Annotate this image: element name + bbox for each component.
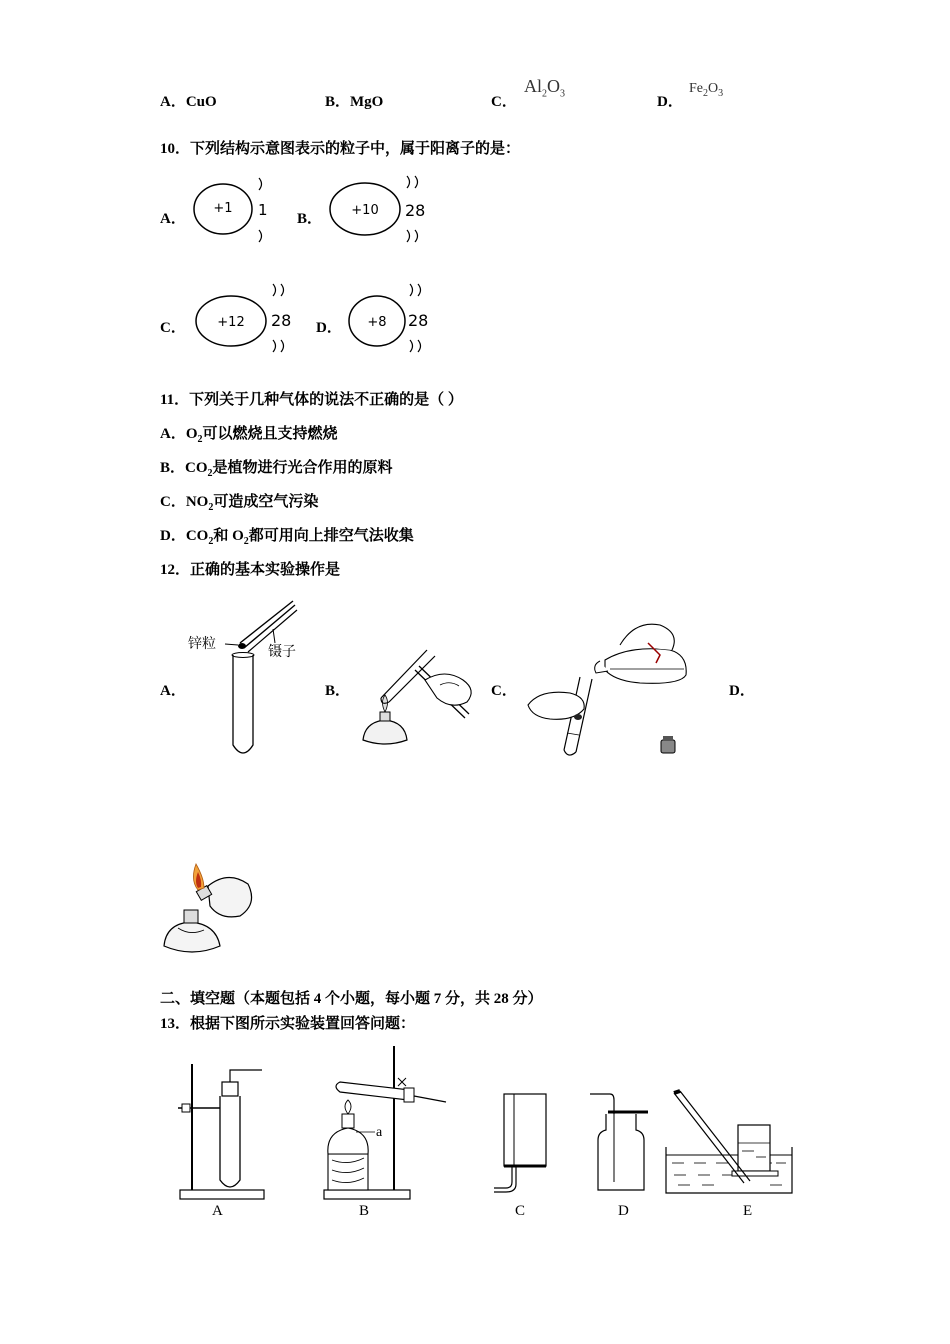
label-a: a bbox=[376, 1125, 383, 1140]
option-letter: A． bbox=[160, 94, 186, 110]
atom-diagram-d bbox=[346, 280, 441, 355]
formula-al2o3: $Al_2O_3$ bbox=[524, 76, 565, 100]
q10-option-c-letter: C． bbox=[160, 320, 186, 336]
q12-option-a-letter: A． bbox=[160, 683, 186, 699]
figure-heating-test-tube bbox=[355, 640, 480, 755]
option-text: MgO bbox=[350, 94, 384, 110]
nucleus-label: +1 bbox=[213, 201, 233, 216]
caption-c: C bbox=[515, 1203, 526, 1219]
caption-b: B bbox=[359, 1203, 370, 1219]
figure-pouring-liquid bbox=[520, 605, 695, 765]
q10-option-d-letter: D． bbox=[316, 320, 342, 336]
q11-option-a: A．$O_2$可以燃烧且支持燃烧 bbox=[160, 426, 338, 445]
q9-option-c bbox=[491, 90, 517, 111]
option-letter: B． bbox=[325, 94, 351, 110]
caption-e: E bbox=[743, 1203, 753, 1219]
apparatus-c bbox=[490, 1090, 560, 1200]
q10-option-b-letter: B． bbox=[297, 211, 323, 227]
apparatus-b bbox=[320, 1042, 455, 1202]
figure-test-tube-tweezers bbox=[185, 595, 310, 765]
shell-electrons: 28 bbox=[408, 311, 429, 330]
atom-diagram-a bbox=[190, 172, 280, 247]
q11-option-d: D．$CO_2$和 $O_2$都可用向上排空气法收集 bbox=[160, 528, 414, 547]
label-tweezers: 镊子 bbox=[268, 644, 296, 660]
section-heading: 二、填空题（本题包括 4 个小题，每小题 7 分，共 28 分） bbox=[160, 991, 543, 1007]
nucleus-label: +12 bbox=[217, 315, 245, 330]
q13-stem: 13．根据下图所示实验装置回答问题： bbox=[160, 1016, 416, 1032]
atom-diagram-c bbox=[193, 280, 303, 355]
q11-stem: 11．下列关于几种气体的说法不正确的是（ ） bbox=[160, 392, 463, 408]
option-text: CuO bbox=[185, 94, 217, 110]
q9-option-d bbox=[657, 90, 683, 111]
apparatus-e bbox=[660, 1085, 800, 1200]
q9-option-a bbox=[160, 90, 217, 111]
q12-option-b-letter: B． bbox=[325, 683, 351, 699]
q12-stem: 12．正确的基本实验操作是 bbox=[160, 562, 341, 578]
q11-option-c: C．$NO_2$可造成空气污染 bbox=[160, 494, 319, 513]
caption-a: A bbox=[212, 1203, 223, 1219]
shell-electrons: 1 bbox=[258, 201, 268, 219]
atom-diagram-b bbox=[327, 172, 437, 247]
q9-option-b bbox=[325, 90, 383, 111]
figure-lighting-lamp bbox=[160, 858, 270, 968]
q12-option-c-letter: C． bbox=[491, 683, 517, 699]
apparatus-a bbox=[170, 1058, 270, 1203]
shell-electrons: 28 bbox=[271, 311, 292, 330]
option-letter: D． bbox=[657, 94, 683, 110]
nucleus-label: +8 bbox=[367, 315, 387, 330]
q12-option-d-letter: D． bbox=[729, 683, 755, 699]
shell-electrons: 28 bbox=[405, 201, 426, 220]
q10-stem: 10．下列结构示意图表示的粒子中，属于阳离子的是： bbox=[160, 141, 521, 157]
formula-fe2o3: $Fe_2O_3$ bbox=[689, 81, 724, 99]
q10-option-a-letter: A． bbox=[160, 211, 186, 227]
nucleus-label: +10 bbox=[351, 203, 379, 218]
option-letter: C． bbox=[491, 94, 517, 110]
apparatus-d bbox=[588, 1090, 658, 1200]
caption-d: D bbox=[618, 1203, 629, 1219]
label-zinc-granule: 锌粒 bbox=[188, 636, 216, 652]
q11-option-b: B．$CO_2$是植物进行光合作用的原料 bbox=[160, 460, 393, 479]
